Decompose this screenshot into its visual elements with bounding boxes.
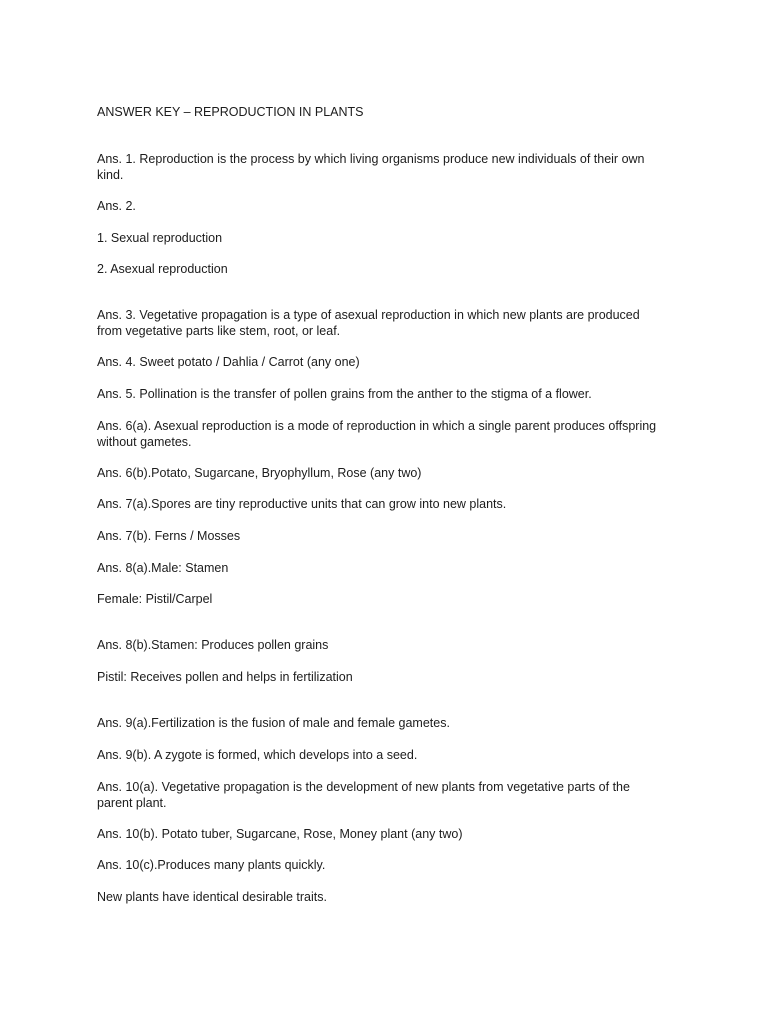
answer-8b: Ans. 8(b).Stamen: Produces pollen grains	[97, 638, 329, 652]
answer-7a: Ans. 7(a).Spores are tiny reproductive units that can grow into new plants.	[97, 497, 507, 511]
answer-10b: Ans. 10(b). Potato tuber, Sugarcane, Rose, Money plant (any two)	[97, 827, 463, 841]
answer-8b-pistil: Pistil: Receives pollen and helps in fertilization	[97, 670, 353, 684]
answer-7b: Ans. 7(b). Ferns / Mosses	[97, 529, 241, 543]
answer-5: Ans. 5. Pollination is the transfer of pollen grains from the anther to the stigma of a flower.	[97, 387, 592, 401]
page-title: ANSWER KEY – REPRODUCTION IN PLANTS	[97, 105, 364, 119]
answer-2-item-2: 2. Asexual reproduction	[97, 262, 228, 276]
answer-1: Ans. 1. Reproduction is the process by which living organisms produce new individuals of their own kind.	[97, 152, 645, 182]
answer-2-item-1: 1. Sexual reproduction	[97, 231, 223, 245]
answer-6a: Ans. 6(a). Asexual reproduction is a mode of reproduction in which a single parent produces offspring without gametes.	[97, 419, 657, 449]
answer-4: Ans. 4. Sweet potato / Dahlia / Carrot (any one)	[97, 355, 360, 369]
answer-9a: Ans. 9(a).Fertilization is the fusion of male and female gametes.	[97, 716, 450, 730]
answer-8a-female: Female: Pistil/Carpel	[97, 592, 213, 606]
answer-6b: Ans. 6(b).Potato, Sugarcane, Bryophyllum, Rose (any two)	[97, 466, 422, 480]
answer-9b: Ans. 9(b). A zygote is formed, which develops into a seed.	[97, 748, 418, 762]
answer-2: Ans. 2.	[97, 199, 136, 213]
answer-10c: Ans. 10(c).Produces many plants quickly.	[97, 858, 326, 872]
answer-3: Ans. 3. Vegetative propagation is a type of asexual reproduction in which new plants are produced from vegetative parts like stem, root, or leaf.	[97, 308, 640, 338]
answer-8a: Ans. 8(a).Male: Stamen	[97, 561, 229, 575]
answer-10a: Ans. 10(a). Vegetative propagation is the development of new plants from vegetative parts of the parent plant.	[97, 780, 630, 810]
answer-10c-trait: New plants have identical desirable traits.	[97, 890, 327, 904]
